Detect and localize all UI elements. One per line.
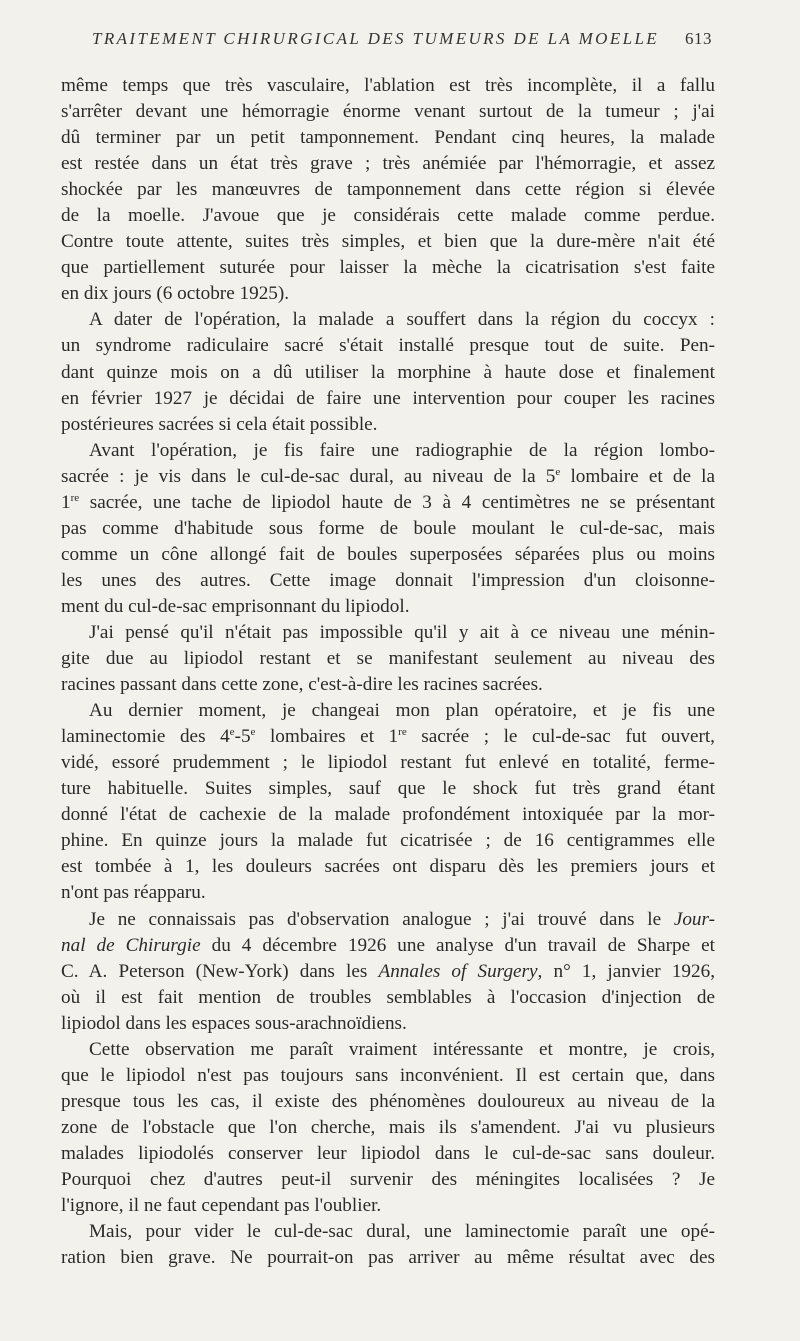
paragraph	[61, 698, 715, 906]
text-line: que partiellement suturée pour laisser la mèche la cicatrisation s'est faite	[61, 257, 715, 279]
text-line: Je ne connaissais pas d'observation analogue ; j'ai trouvé dans le Jour-	[89, 908, 715, 930]
text-line: C. A. Peterson (New-York) dans les Annales of Surgery, n° 1, janvier 1926,	[61, 960, 715, 982]
text-line: phine. En quinze jours la malade fut cicatrisée ; de 16 centigrammes elle	[61, 830, 715, 852]
paragraph	[61, 307, 715, 437]
text-line: ture habituelle. Suites simples, sauf que le shock fut très grand étant	[61, 778, 715, 800]
paragraph	[61, 620, 715, 698]
text-line: postérieures sacrées si cela était possible.	[61, 413, 378, 435]
text-line: est restée dans un état très grave ; très anémiée par l'hémorragie, et assez	[61, 153, 715, 175]
text-line: ration bien grave. Ne pourrait-on pas arriver au même résultat avec des	[61, 1247, 715, 1269]
text-line: Pourquoi chez d'autres peut-il survenir des méningites localisées ? Je	[61, 1168, 715, 1190]
text-line: dû terminer par un petit tamponnement. Pendant cinq heures, la malade	[61, 127, 715, 149]
text-line: est tombée à 1, les douleurs sacrées ont disparu dès les premiers jours et	[61, 856, 715, 878]
text-line: shockée par les manœuvres de tamponnement dans cette région si élevée	[61, 179, 715, 201]
text-line: zone de l'obstacle que l'on cherche, mais ils s'amendent. J'ai vu plusieurs	[61, 1116, 715, 1138]
text-line: que le lipiodol n'est pas toujours sans inconvénient. Il est certain que, dans	[61, 1064, 715, 1086]
text-line: 1re sacrée, une tache de lipiodol haute de 3 à 4 centimètres ne se présentant	[61, 491, 715, 513]
paragraph	[61, 907, 715, 1037]
text-line: l'ignore, il ne faut cependant pas l'oublier.	[61, 1195, 382, 1217]
text-line: racines passant dans cette zone, c'est-à-dire les racines sacrées.	[61, 674, 543, 696]
text-line: gite due au lipiodol restant et se manifestant seulement au niveau des	[61, 648, 715, 670]
running-header	[92, 29, 712, 53]
text-line: Mais, pour vider le cul-de-sac dural, une laminectomie paraît une opé-	[89, 1221, 715, 1243]
text-line: donné l'état de cachexie de la malade profondément intoxiquée par la mor-	[61, 804, 715, 826]
text-line: même temps que très vasculaire, l'ablation est très incomplète, il a fallu	[61, 75, 715, 96]
paragraph	[61, 1219, 715, 1271]
text-line: ment du cul-de-sac emprisonnant du lipiodol.	[61, 595, 410, 617]
text-line: Contre toute attente, suites très simples, et bien que la dure-mère n'ait été	[61, 231, 715, 253]
page-number: 613	[685, 29, 712, 48]
text-line: où il est fait mention de troubles semblables à l'occasion d'injection de	[61, 986, 715, 1008]
text-line: laminectomie des 4e-5e lombaires et 1re sacrée ; le cul-de-sac fut ouvert,	[61, 726, 715, 748]
text-line: A dater de l'opération, la malade a souffert dans la région du coccyx :	[89, 309, 715, 331]
body-text	[61, 73, 715, 1271]
paragraph	[61, 73, 715, 307]
text-line: n'ont pas réapparu.	[61, 882, 206, 904]
paragraph	[61, 438, 715, 620]
text-line: Au dernier moment, je changeai mon plan opératoire, et je fis une	[89, 700, 715, 722]
text-line: vidé, essoré prudemment ; le lipiodol restant fut enlevé en totalité, ferme-	[61, 752, 715, 774]
text-line: nal de Chirurgie du 4 décembre 1926 une analyse d'un travail de Sharpe et	[61, 934, 715, 956]
running-title: TRAITEMENT CHIRURGICAL DES TUMEURS DE LA MOELLE	[92, 29, 660, 48]
text-line: dant quinze mois on a dû utiliser la morphine à haute dose et finalement	[61, 361, 715, 383]
text-line: Cette observation me paraît vraiment intéressante et montre, je crois,	[89, 1038, 715, 1060]
text-line: J'ai pensé qu'il n'était pas impossible qu'il y ait à ce niveau une ménin-	[89, 621, 715, 643]
text-line: lipiodol dans les espaces sous-arachnoïdiens.	[61, 1012, 407, 1034]
text-line: s'arrêter devant une hémorragie énorme venant surtout de la tumeur ; j'ai	[61, 101, 715, 123]
text-line: de la moelle. J'avoue que je considérais cette malade comme perdue.	[61, 205, 715, 227]
text-line: Avant l'opération, je fis faire une radiographie de la région lombo-	[89, 439, 715, 461]
text-line: presque tous les cas, il existe des phénomènes douloureux au niveau de la	[61, 1090, 715, 1112]
paragraph	[61, 1037, 715, 1219]
text-line: comme un cône allongé fait de boules superposées séparées plus ou moins	[61, 543, 715, 565]
text-line: sacrée : je vis dans le cul-de-sac dural, au niveau de la 5e lombaire et de la	[61, 465, 715, 487]
text-line: les unes des autres. Cette image donnait l'impression d'un cloisonne-	[61, 569, 715, 591]
text-line: en dix jours (6 octobre 1925).	[61, 283, 290, 305]
text-line: pas comme d'habitude sous forme de boule moulant le cul-de-sac, mais	[61, 517, 715, 539]
text-line: un syndrome radiculaire sacré s'était installé presque tout de suite. Pen-	[61, 335, 715, 357]
text-line: malades lipiodolés conserver leur lipiodol dans le cul-de-sac sans douleur.	[61, 1142, 715, 1164]
text-line: en février 1927 je décidai de faire une intervention pour couper les racines	[61, 387, 715, 409]
